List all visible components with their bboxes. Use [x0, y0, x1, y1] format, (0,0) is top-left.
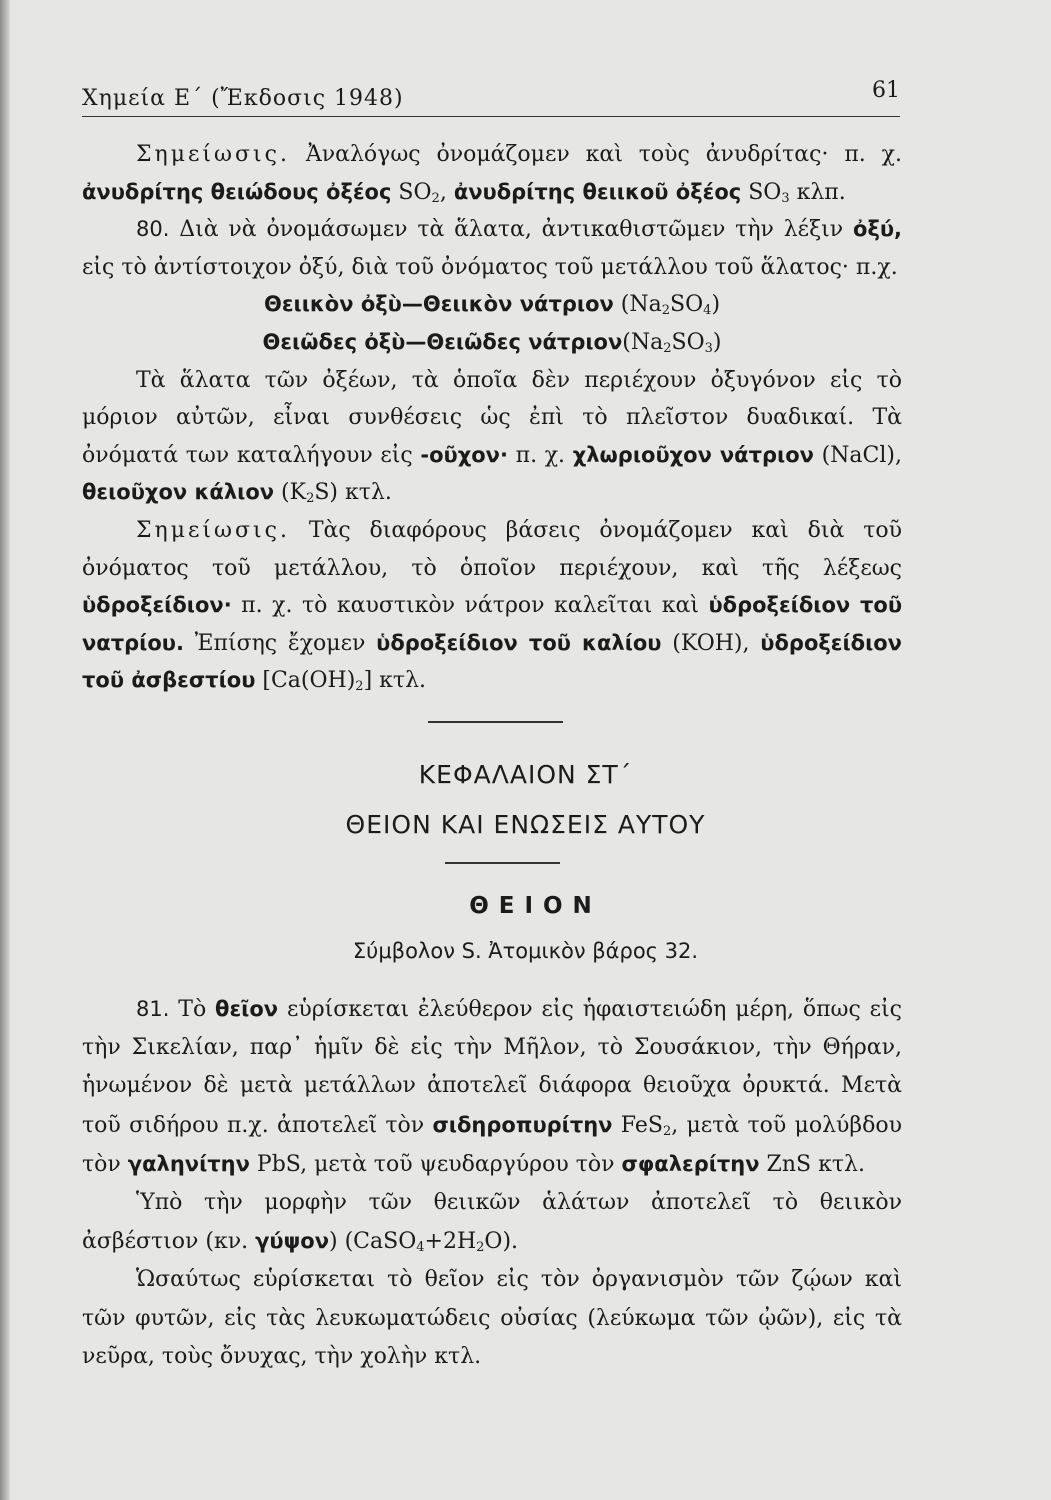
page-edge-shadow	[0, 0, 10, 1500]
example-line-1: Θειικὸν ὀξὺ—Θειικὸν νάτριον $(Na_2SO_4)$	[263, 292, 721, 319]
upper-text-block	[82, 136, 902, 700]
chapter-title: ΘΕΙΟΝ ΚΑΙ ΕΝΩΣΕΙΣ ΑΥΤΟΥ	[345, 810, 706, 839]
salts-paragraph: Τὰ ἅλατα τῶν ὀξέων, τὰ ὁποῖα δὲν περιέχουν ὀξυγόνον εἰς τὸ μόριον αὐτῶν, εἶναι συνθέσεις ὡς ἐπὶ τὸ πλεῖστον δυαδικαί. Τὰ ὀνόματά των καταλήγουν εἰς -οῦχον· π. χ. χλωριοῦχον νάτριον (NaCl), θειοῦχον κάλιον $(K_2S)$ κτλ.	[82, 367, 902, 507]
running-header	[82, 78, 900, 117]
paragraph-81: 81. Τὸ θεῖον εὑρίσκεται ἐλεύθερον εἰς ἡφαιστειώδη μέρη, ὅπως εἰς τὴν Σικελίαν, παρ᾽ ἡμῖν δὲ εἰς τὴν Μῆλον, τὸ Σουσάκιον, τὴν Θήραν, ἡνωμένον δὲ μετὰ μετάλλων ἀποτελεῖ διάφορα θειοῦχα ὀρυκτά. Μετὰ τοῦ σιδήρου π.χ. ἀποτελεῖ τὸν σιδηροπυρίτην FeS$_2$, μετὰ τοῦ μολύβδου τὸν γαληνίτην PbS, μετὰ τοῦ ψευδαργύρου τὸν σφαλερίτην ZnS κτλ.	[82, 997, 903, 1177]
symbol-line: Σύμβολον S. Ἀτομικὸν βάρος 32.	[352, 939, 699, 963]
page-number: 61	[872, 78, 900, 103]
separator-rule-2	[445, 862, 560, 864]
note-paragraph-1: Σημείωσις. Ἀναλόγως ὀνομάζομεν καὶ τοὺς ἀνυδρίτας· π. χ. ἀνυδρίτης θειώδους ὀξέος $SO_2$, ἀνυδρίτης θειικοῦ ὀξέος $SO_3$ κλπ.	[82, 142, 902, 206]
paragraph-80: 80. Διὰ νὰ ὀνομάσωμεν τὰ ἅλατα, ἀντικαθιστῶμεν τὴν λέξιν ὀξύ, εἰς τὸ ἀντίστοιχον ὀξύ, διὰ τοῦ ὀνόματος τοῦ μετάλλου τοῦ ἅλατος· π.χ.	[82, 217, 903, 280]
organism-paragraph: Ὡσαύτως εὑρίσκεται τὸ θεῖον εἰς τὸν ὀργανισμὸν τῶν ζῴων καὶ τῶν φυτῶν, εἰς τὰς λευκωματώδεις οὐσίας (λεύκωμα τῶν ᾠῶν), εἰς τὰ νεῦρα, τοὺς ὄνυχας, τὴν χολὴν κτλ.	[82, 1267, 902, 1369]
separator-rule-1	[428, 721, 563, 723]
note-paragraph-2: Σημείωσις. Τὰς διαφόρους βάσεις ὀνομάζομεν καὶ διὰ τοῦ ὀνόματος τοῦ μετάλλου, τὸ ὁποῖον περιέχουν, καὶ τῆς λέξεως ὑδροξείδιον· π. χ. τὸ καυστικὸν νάτρον καλεῖται καὶ ὑδροξείδιον τοῦ νατρίου. Ἐπίσης ἔχομεν ὑδροξείδιον τοῦ καλίου (KOH), ὑδροξείδιον τοῦ ἀσβεστίου $[Ca(OH)_2]$ κτλ.	[82, 517, 903, 695]
gypsum-paragraph: Ὑπὸ τὴν μορφὴν τῶν θειικῶν ἁλάτων ἀποτελεῖ τὸ θειικὸν ἀσβέστιον (κν. γύψον) $(CaSO_4+2H_2O)$.	[82, 1190, 902, 1256]
section-title: ΘΕΙΟΝ	[469, 893, 602, 919]
chapter-number: ΚΕΦΑΛΑΙΟΝ ΣΤ΄	[418, 760, 633, 789]
running-title: Χημεία Ε΄ (Ἔκδοσις 1948)	[82, 86, 404, 111]
lower-text-block	[82, 990, 902, 1376]
example-line-2: Θειῶδες ὀξὺ—Θειῶδες $\nu ά\tau\rho\iota o\nu(Na_2SO_3)$	[262, 329, 722, 356]
